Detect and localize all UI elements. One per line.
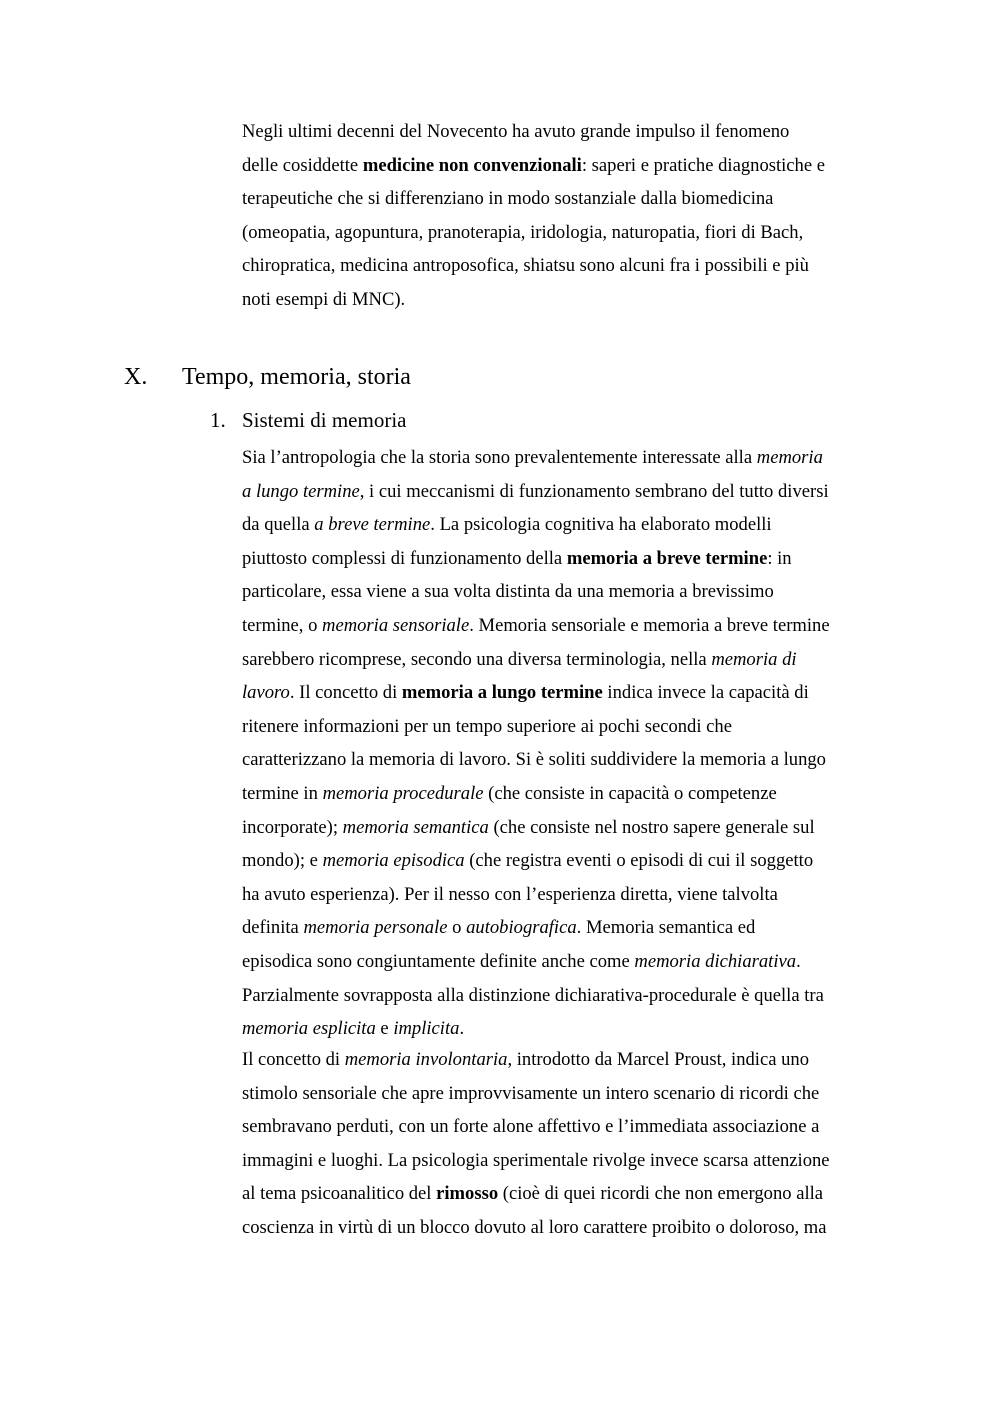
italic-term: memoria personale [303, 917, 448, 939]
subsection-heading [0, 405, 1000, 435]
text-run: (che consiste nel nostro sapere generale sul [488, 816, 815, 838]
text-run: (cioè di quei ricordi che non emergono alla [498, 1183, 824, 1205]
subsection-number: 1. [210, 408, 226, 432]
text-line [242, 182, 887, 216]
section-title: Tempo, memoria, storia [182, 364, 411, 390]
section-number: X. [124, 364, 148, 390]
text-line [242, 811, 887, 845]
italic-term: implicita [393, 1018, 460, 1040]
text-run: , i cui meccanismi di funzionamento sembrano del tutto diversi [359, 480, 829, 502]
involuntary-memory-paragraph [242, 1043, 887, 1245]
text-line [242, 542, 887, 576]
italic-term: memoria procedurale [322, 782, 484, 804]
text-run: . Memoria semantica ed [576, 917, 756, 939]
text-run: coscienza in virtù di un blocco dovuto al loro carattere proibito o doloroso, ma [242, 1216, 827, 1238]
italic-term: autobiografica [466, 917, 577, 939]
text-run: sarebbero ricomprese, secondo una diversa terminologia, nella [242, 648, 712, 670]
text-run: (omeopatia, agopuntura, pranoterapia, iridologia, naturopatia, fiori di Bach, [242, 221, 804, 243]
text-line [242, 283, 887, 317]
text-run: e [375, 1018, 394, 1040]
text-line [242, 878, 887, 912]
text-line [242, 643, 887, 677]
text-line [242, 609, 887, 643]
text-line [242, 149, 887, 183]
text-run: delle cosiddette [242, 154, 363, 176]
text-run: da quella [242, 514, 315, 536]
bold-term: medicine non convenzionali [362, 154, 582, 176]
italic-term: memoria semantica [342, 816, 489, 838]
text-line [242, 1211, 887, 1245]
memory-systems-paragraph [242, 441, 887, 1046]
text-run: terapeutiche che si differenziano in modo sostanziale dalla biomedicina [242, 188, 774, 210]
text-run: Il concetto di [242, 1049, 345, 1070]
text-line [242, 1077, 887, 1111]
text-run: particolare, essa viene a sua volta distinta da una memoria a brevissimo [242, 581, 774, 603]
text-run: . Il concetto di [289, 682, 402, 704]
text-run: : in [767, 547, 792, 569]
italic-term: memoria episodica [322, 850, 465, 872]
text-run: termine, o [242, 614, 323, 636]
italic-term: memoria [756, 447, 823, 468]
text-run: (che registra eventi o episodi di cui il soggetto [464, 850, 814, 872]
text-run: o [447, 917, 467, 939]
text-run: , introdotto da Marcel Proust, indica uno [507, 1049, 810, 1070]
italic-term: a breve termine [314, 514, 431, 536]
text-line [242, 979, 887, 1013]
text-run: noti esempi di MNC). [242, 288, 406, 310]
bold-term: rimosso [436, 1183, 499, 1205]
text-run: stimolo sensoriale che apre improvvisamente un intero scenario di ricordi che [242, 1082, 820, 1104]
text-run: . Memoria sensoriale e memoria a breve termine [469, 614, 830, 636]
text-run: incorporate); [242, 816, 343, 838]
text-run: mondo); e [242, 850, 323, 872]
text-run: sembravano perduti, con un forte alone affettivo e l’immediata associazione a [242, 1116, 820, 1138]
text-line [242, 945, 887, 979]
text-line [242, 1043, 887, 1077]
text-run: Sia l’antropologia che la storia sono prevalentemente interessate alla [242, 447, 757, 468]
text-run: Negli ultimi decenni del Novecento ha avuto grande impulso il fenomeno [242, 121, 790, 142]
italic-term: memoria dichiarativa [634, 950, 797, 972]
text-run: . La psicologia cognitiva ha elaborato modelli [430, 514, 772, 536]
text-line [242, 216, 887, 250]
text-run: al tema psicoanalitico del [242, 1183, 437, 1205]
text-run: . [796, 950, 801, 972]
text-line [242, 777, 887, 811]
text-line [242, 1177, 887, 1211]
text-run: chiropratica, medicina antroposofica, shiatsu sono alcuni fra i possibili e più [242, 255, 809, 277]
text-line [242, 441, 887, 475]
text-line [242, 676, 887, 710]
italic-term: memoria di [711, 648, 797, 670]
text-line [242, 575, 887, 609]
text-run: ritenere informazioni per un tempo superiore ai pochi secondi che [242, 715, 732, 737]
text-run: : saperi e pratiche diagnostiche e [581, 154, 826, 176]
italic-term: lavoro [242, 682, 290, 704]
text-line [242, 508, 887, 542]
text-run: indica invece la capacità di [602, 682, 809, 704]
text-line [242, 475, 887, 509]
text-line [242, 1012, 887, 1046]
text-run: Parzialmente sovrapposta alla distinzione dichiarativa-procedurale è quella tra [242, 984, 824, 1006]
text-line [242, 743, 887, 777]
text-line [242, 911, 887, 945]
italic-term: a lungo termine [242, 480, 360, 502]
bold-term: memoria a lungo termine [401, 682, 603, 704]
text-run: ha avuto esperienza). Per il nesso con l’esperienza diretta, viene talvolta [242, 883, 778, 905]
text-line [242, 844, 887, 878]
text-line [242, 115, 887, 149]
text-run: . [459, 1018, 465, 1040]
text-run: episodica sono congiuntamente definite anche come [242, 950, 635, 972]
italic-term: memoria esplicita [242, 1018, 376, 1040]
text-run: termine in [242, 782, 323, 804]
text-run: definita [242, 917, 304, 939]
italic-term: memoria sensoriale [322, 614, 470, 636]
text-line [242, 710, 887, 744]
section-heading [0, 360, 1000, 394]
text-line [242, 1110, 887, 1144]
text-line [242, 1144, 887, 1178]
text-line [242, 249, 887, 283]
text-run: piuttosto complessi di funzionamento della [242, 547, 567, 569]
intro-paragraph [242, 115, 887, 317]
bold-term: memoria a breve termine [566, 547, 768, 569]
subsection-title: Sistemi di memoria [242, 408, 407, 432]
text-run: caratterizzano la memoria di lavoro. Si è soliti suddividere la memoria a lungo [242, 749, 826, 771]
text-run: immagini e luoghi. La psicologia sperimentale rivolge invece scarsa attenzione [242, 1149, 830, 1171]
text-run: (che consiste in capacità o competenze [483, 782, 777, 804]
italic-term: memoria involontaria [344, 1049, 508, 1070]
